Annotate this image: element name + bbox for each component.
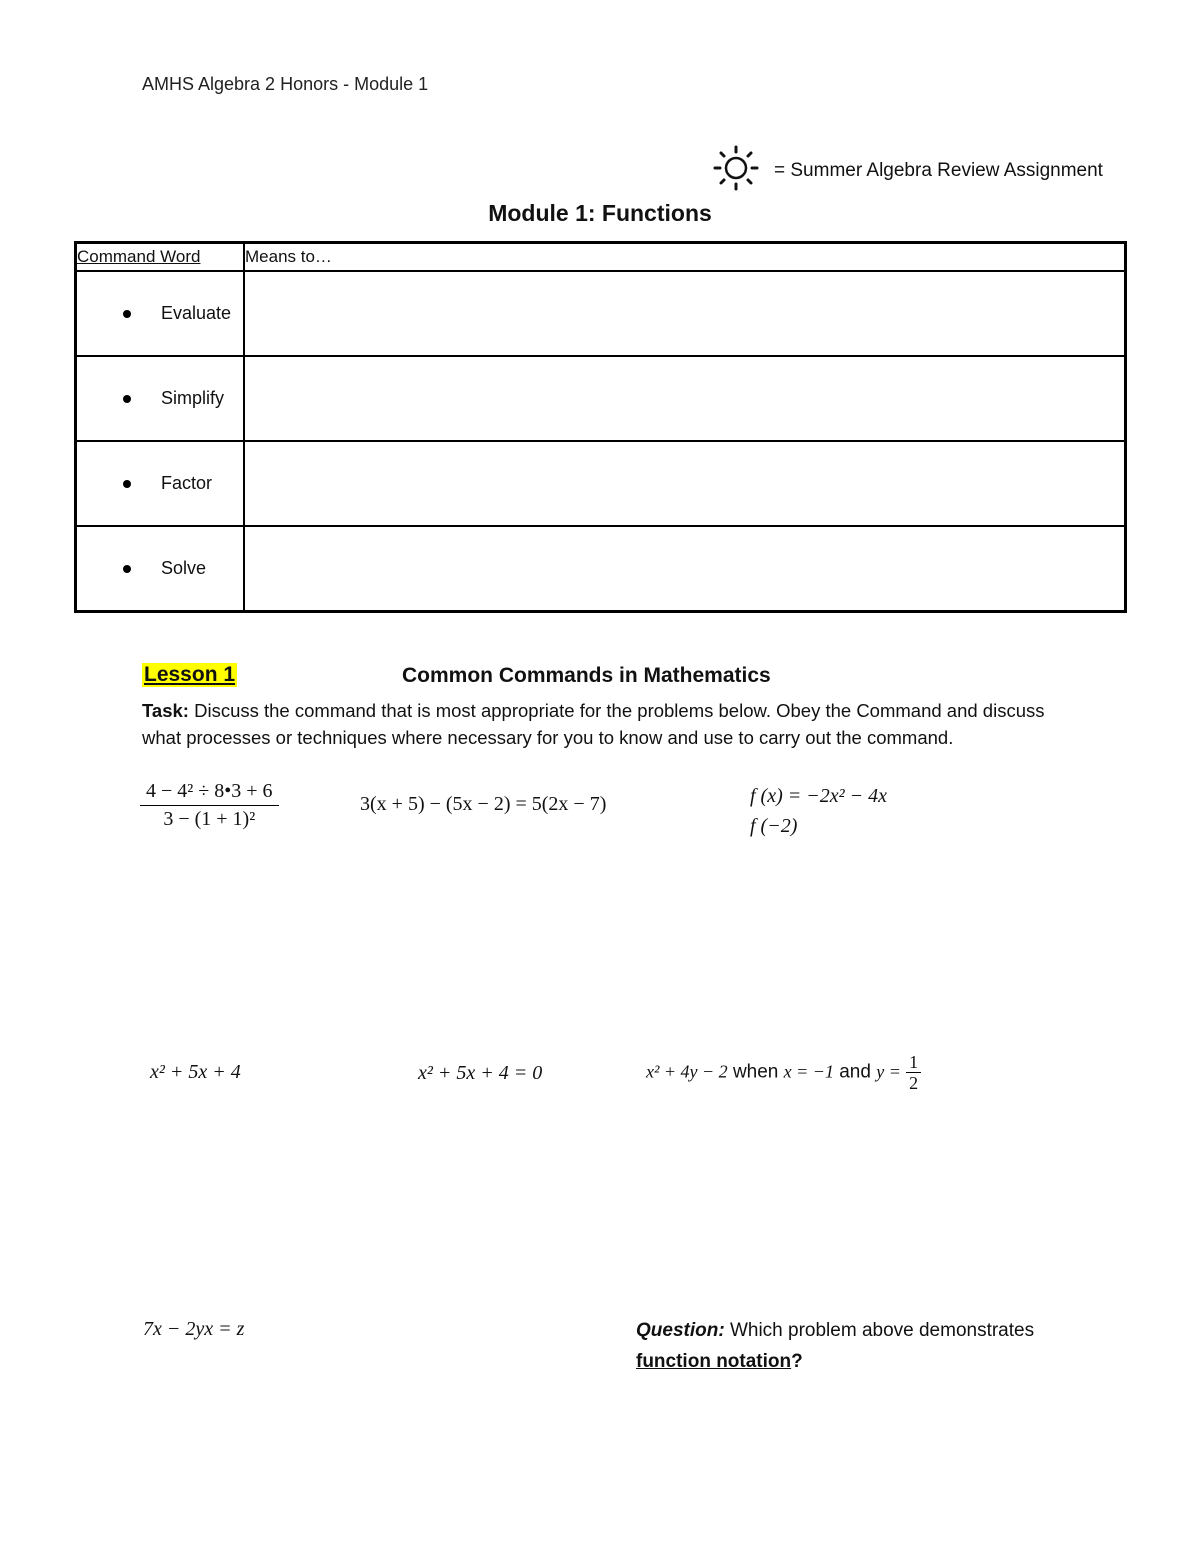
problem-2: 3(x + 5) − (5x − 2) = 5(2x − 7) <box>360 793 607 815</box>
meaning-cell[interactable] <box>244 271 1126 356</box>
header-means-to: Means to… <box>244 243 1126 272</box>
command-solve: Solve <box>161 558 207 578</box>
page-title: Module 1: Functions <box>488 200 712 226</box>
question-term: function notation <box>636 1351 792 1372</box>
table-row <box>76 271 1126 356</box>
document-header: AMHS Algebra 2 Honors - Module 1 <box>142 74 429 94</box>
problem-3-line-2: f (−2) <box>750 815 798 837</box>
task-text: Discuss the command that is most appropriate for the problems below. Obey the Command and discuss what processes or techniques where necessary for you to know and use to carry out the command. <box>142 700 1045 748</box>
command-word-table <box>74 241 1127 613</box>
sun-icon <box>712 144 760 192</box>
command-cell <box>76 526 245 612</box>
problem-3-line-1: f (x) = −2x² − 4x <box>750 785 887 807</box>
command-evaluate: Evaluate <box>161 303 232 323</box>
command-cell <box>76 356 245 441</box>
bullet-icon <box>123 310 131 318</box>
table-row <box>76 356 1126 441</box>
question-label: Question: <box>636 1320 725 1341</box>
meaning-cell[interactable] <box>244 441 1126 526</box>
meaning-cell[interactable] <box>244 356 1126 441</box>
question-block <box>636 1315 1034 1377</box>
problem-4: x² + 5x + 4 <box>150 1061 241 1083</box>
header-command-word: Command Word <box>76 243 245 272</box>
question-end: ? <box>791 1351 803 1372</box>
problem-6-and: and <box>839 1061 871 1083</box>
bullet-icon <box>123 395 131 403</box>
problem-6 <box>646 1052 921 1093</box>
bullet-icon <box>123 480 131 488</box>
task-paragraph <box>142 697 1072 751</box>
problem-1-denominator: 3 − (1 + 1)² <box>163 808 256 830</box>
legend-text: = Summer Algebra Review Assignment <box>774 160 1103 181</box>
task-label: Task: <box>142 700 189 721</box>
problem-6-when: when <box>732 1061 779 1083</box>
problem-6-y-fraction <box>906 1052 921 1093</box>
problem-1-numerator: 4 − 4² ÷ 8•3 + 6 <box>140 780 279 806</box>
problem-6-y-equals: y = <box>876 1061 901 1082</box>
problem-6-expression: x² + 4y − 2 <box>646 1061 728 1082</box>
question-text: Which problem above demonstrates <box>724 1320 1035 1341</box>
problem-5: x² + 5x + 4 = 0 <box>418 1062 543 1084</box>
table-row <box>76 441 1126 526</box>
lesson-label: Lesson 1 <box>144 663 236 686</box>
problem-6-numerator: 1 <box>906 1052 921 1073</box>
problem-6-denominator: 2 <box>909 1073 919 1093</box>
table-header-row <box>76 243 1126 272</box>
bullet-icon <box>123 565 131 573</box>
table-row <box>76 526 1126 612</box>
meaning-cell[interactable] <box>244 526 1126 612</box>
command-cell <box>76 271 245 356</box>
problem-7: 7x − 2yx = z <box>143 1318 245 1340</box>
command-simplify: Simplify <box>161 388 225 408</box>
command-factor: Factor <box>161 473 213 493</box>
lesson-heading: Common Commands in Mathematics <box>402 664 771 687</box>
problem-1-fraction <box>140 780 279 831</box>
problem-6-x-value: x = −1 <box>783 1061 834 1082</box>
command-cell <box>76 441 245 526</box>
